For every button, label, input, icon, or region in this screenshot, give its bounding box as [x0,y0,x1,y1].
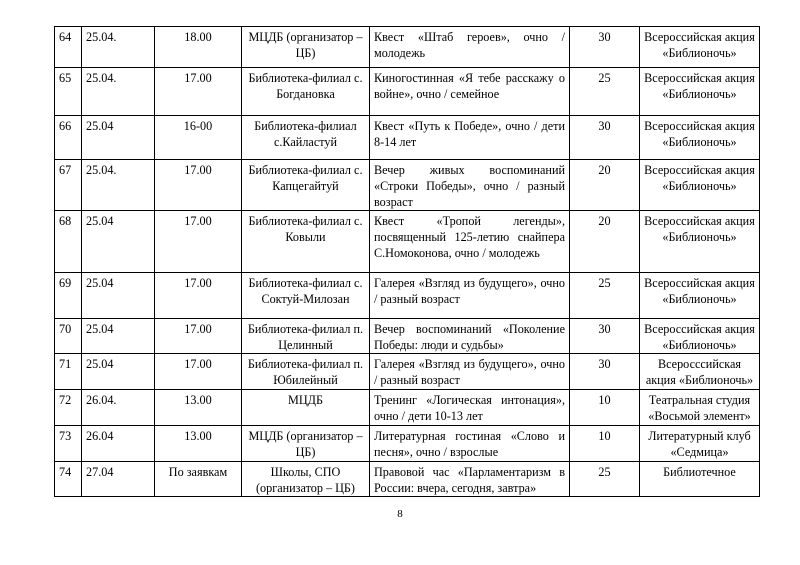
event-note: Всеросссийская акция «Библионочь» [640,354,760,390]
event-note: Всероссийская акция «Библионочь» [640,160,760,211]
event-date: 27.04 [82,462,155,497]
event-title: Киногостинная «Я тебе расскажу о войне», очно / семейное [370,68,570,116]
event-time: 17.00 [155,68,242,116]
participant-count: 10 [570,390,640,426]
event-time: 17.00 [155,354,242,390]
event-place: Библиотека-филиал с. Богдановка [242,68,370,116]
event-time: По заявкам [155,462,242,497]
participant-count: 25 [570,273,640,319]
event-title: Литературная гостиная «Слово и песня», очно / взрослые [370,426,570,462]
event-place: Библиотека-филиал с. Капцегайтуй [242,160,370,211]
event-place: Библиотека-филиал п. Юбилейный [242,354,370,390]
table-row [55,273,760,319]
event-note: Театральная студия «Восьмой элемент» [640,390,760,426]
participant-count: 30 [570,354,640,390]
participant-count: 30 [570,27,640,68]
event-title: Квест «Путь к Победе», очно / дети 8-14 лет [370,116,570,160]
participant-count: 25 [570,68,640,116]
table-row [55,160,760,211]
table-row [55,462,760,497]
participant-count: 20 [570,160,640,211]
table-row [55,354,760,390]
row-number: 69 [55,273,82,319]
event-time: 17.00 [155,319,242,354]
event-date: 25.04 [82,211,155,273]
participant-count: 30 [570,116,640,160]
table-row [55,426,760,462]
event-place: МЦДБ (организатор – ЦБ) [242,426,370,462]
table-row [55,68,760,116]
event-title: Галерея «Взгляд из будущего», очно / разный возраст [370,354,570,390]
event-title: Вечер живых воспоминаний «Строки Победы», очно / разный возраст [370,160,570,211]
event-date: 25.04. [82,27,155,68]
event-date: 26.04. [82,390,155,426]
row-number: 70 [55,319,82,354]
event-date: 25.04 [82,354,155,390]
event-place: МЦДБ (организатор – ЦБ) [242,27,370,68]
event-place: МЦДБ [242,390,370,426]
row-number: 72 [55,390,82,426]
row-number: 64 [55,27,82,68]
participant-count: 30 [570,319,640,354]
event-time: 17.00 [155,160,242,211]
row-number: 67 [55,160,82,211]
event-time: 13.00 [155,390,242,426]
row-number: 65 [55,68,82,116]
event-date: 25.04 [82,116,155,160]
event-place: Библиотека-филиал с.Кайластуй [242,116,370,160]
event-title: Галерея «Взгляд из будущего», очно / разный возраст [370,273,570,319]
table-row [55,27,760,68]
event-time: 13.00 [155,426,242,462]
participant-count: 20 [570,211,640,273]
event-title: Квест «Штаб героев», очно / молодежь [370,27,570,68]
event-date: 25.04. [82,160,155,211]
table-row [55,211,760,273]
table-row [55,116,760,160]
event-title: Квест «Тропой легенды», посвященный 125-летию снайпера С.Номоконова, очно / молодежь [370,211,570,273]
table-row [55,319,760,354]
participant-count: 25 [570,462,640,497]
event-note: Всероссийская акция «Библионочь» [640,319,760,354]
row-number: 73 [55,426,82,462]
participant-count: 10 [570,426,640,462]
event-title: Тренинг «Логическая интонация», очно / дети 10-13 лет [370,390,570,426]
table-row [55,390,760,426]
event-title: Вечер воспоминаний «Поколение Победы: люди и судьбы» [370,319,570,354]
event-note: Литературный клуб «Седмица» [640,426,760,462]
event-note: Всероссийская акция «Библионочь» [640,27,760,68]
event-place: Библиотека-филиал с. Ковыли [242,211,370,273]
event-time: 17.00 [155,273,242,319]
row-number: 74 [55,462,82,497]
row-number: 68 [55,211,82,273]
event-time: 17.00 [155,211,242,273]
event-note: Всероссийская акция «Библионочь» [640,211,760,273]
event-date: 25.04 [82,319,155,354]
schedule-table [54,26,760,497]
event-place: Школы, СПО (организатор – ЦБ) [242,462,370,497]
event-title: Правовой час «Парламентаризм в России: вчера, сегодня, завтра» [370,462,570,497]
event-note: Всероссийская акция «Библионочь» [640,273,760,319]
event-date: 26.04 [82,426,155,462]
event-date: 25.04 [82,273,155,319]
event-time: 18.00 [155,27,242,68]
event-place: Библиотека-филиал с. Соктуй-Милозан [242,273,370,319]
event-note: Библиотечное [640,462,760,497]
row-number: 71 [55,354,82,390]
event-time: 16-00 [155,116,242,160]
event-date: 25.04. [82,68,155,116]
event-note: Всероссийская акция «Библионочь» [640,68,760,116]
event-note: Всероссийская акция «Библионочь» [640,116,760,160]
page-number: 8 [397,508,403,520]
row-number: 66 [55,116,82,160]
event-place: Библиотека-филиал п. Целинный [242,319,370,354]
